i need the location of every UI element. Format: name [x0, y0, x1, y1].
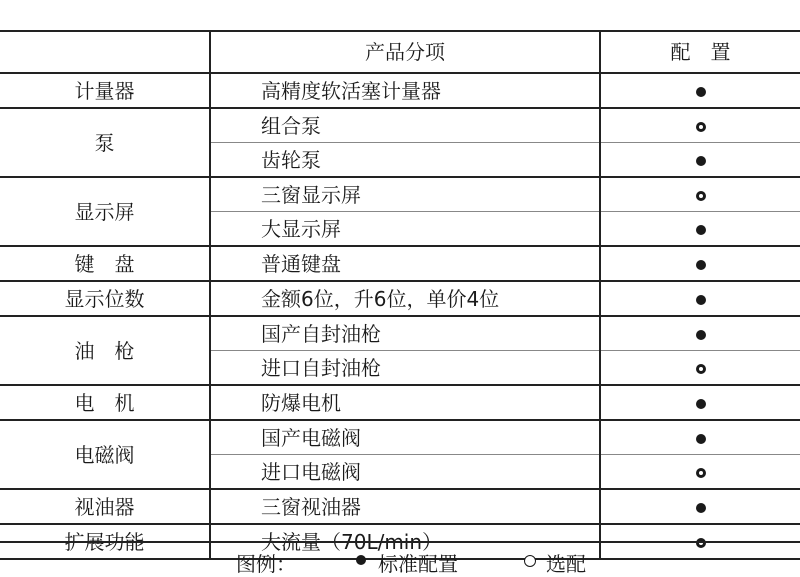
config-cell — [600, 489, 800, 524]
header-item: 产品分项 — [210, 31, 600, 73]
category-cell: 电 机 — [0, 385, 210, 420]
category-cell: 扩展功能 — [0, 524, 210, 559]
table-row — [0, 420, 800, 455]
standard-dot-icon — [356, 555, 366, 565]
category-cell: 键 盘 — [0, 246, 210, 281]
standard-dot-icon — [696, 87, 706, 97]
table-row — [0, 281, 800, 316]
config-cell — [600, 385, 800, 420]
config-cell — [600, 420, 800, 455]
standard-dot-icon — [696, 260, 706, 270]
standard-dot-icon — [696, 434, 706, 444]
legend-label: 图例： — [236, 552, 296, 576]
table-row — [0, 73, 800, 108]
config-cell — [600, 455, 800, 490]
table-row — [0, 385, 800, 420]
item-cell: 大显示屏 — [210, 212, 600, 247]
item-cell: 普通键盘 — [210, 246, 600, 281]
table-row — [0, 489, 800, 524]
item-cell: 三窗显示屏 — [210, 177, 600, 212]
table-row — [0, 316, 800, 351]
config-cell — [600, 246, 800, 281]
optional-circle-icon — [696, 122, 706, 132]
standard-dot-icon — [696, 330, 706, 340]
category-cell: 油 枪 — [0, 316, 210, 385]
item-cell: 国产电磁阀 — [210, 420, 600, 455]
item-cell: 三窗视油器 — [210, 489, 600, 524]
config-cell — [600, 316, 800, 351]
item-cell: 金额6位，升6位，单价4位 — [210, 281, 600, 316]
legend — [0, 541, 800, 576]
config-cell — [600, 143, 800, 178]
item-cell: 组合泵 — [210, 108, 600, 143]
item-cell: 高精度软活塞计量器 — [210, 73, 600, 108]
category-cell: 显示位数 — [0, 281, 210, 316]
header-row — [0, 31, 800, 73]
optional-circle-icon — [696, 468, 706, 478]
category-cell: 显示屏 — [0, 177, 210, 246]
table-row — [0, 177, 800, 212]
standard-dot-icon — [696, 156, 706, 166]
config-cell — [600, 177, 800, 212]
config-cell — [600, 281, 800, 316]
legend-standard: 标准配置 — [378, 552, 458, 576]
standard-dot-icon — [696, 295, 706, 305]
header-category-cell — [0, 31, 210, 73]
optional-circle-icon — [696, 191, 706, 201]
config-cell — [600, 212, 800, 247]
category-cell: 泵 — [0, 108, 210, 177]
standard-dot-icon — [696, 503, 706, 513]
legend-optional: 选配 — [546, 552, 586, 576]
item-cell: 防爆电机 — [210, 385, 600, 420]
category-cell: 视油器 — [0, 489, 210, 524]
item-cell: 国产自封油枪 — [210, 316, 600, 351]
category-cell: 计量器 — [0, 73, 210, 108]
config-cell — [600, 351, 800, 386]
table-row — [0, 108, 800, 143]
item-cell: 大流量（70L/min） — [210, 524, 600, 559]
optional-circle-icon — [696, 364, 706, 374]
item-cell: 进口电磁阀 — [210, 455, 600, 490]
optional-circle-icon — [524, 555, 536, 567]
table-row — [0, 246, 800, 281]
header-config: 配 置 — [600, 31, 800, 73]
spec-table — [0, 30, 800, 560]
item-cell: 进口自封油枪 — [210, 351, 600, 386]
category-cell: 电磁阀 — [0, 420, 210, 489]
standard-dot-icon — [696, 225, 706, 235]
standard-dot-icon — [696, 399, 706, 409]
item-cell: 齿轮泵 — [210, 143, 600, 178]
config-cell — [600, 73, 800, 108]
config-cell — [600, 108, 800, 143]
